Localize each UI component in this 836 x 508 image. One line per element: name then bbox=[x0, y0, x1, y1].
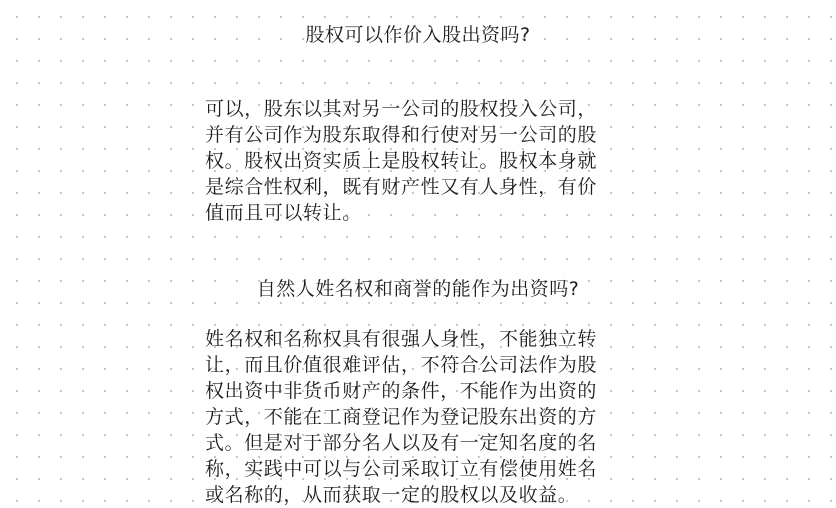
paragraph-line: 姓名权和名称权具有很强人身性，不能独立转 bbox=[205, 328, 598, 350]
question-heading-name-rights: 自然人姓名权和商誉的能作为出资吗? bbox=[256, 278, 580, 300]
paragraph-line: 或名称的，从而获取一定的股权以及收益。 bbox=[205, 484, 578, 506]
paragraph-line: 式。但是对于部分名人以及有一定知名度的名 bbox=[205, 432, 598, 454]
paragraph-line: 并有公司作为股东取得和行使对另一公司的股 bbox=[205, 124, 598, 146]
paragraph-line: 称，实践中可以与公司采取订立有偿使用姓名 bbox=[205, 458, 598, 480]
paragraph-line: 让，而且价值很难评估，不符合公司法作为股 bbox=[205, 354, 598, 376]
answer-paragraph-equity bbox=[205, 96, 625, 226]
answer-paragraph-name-rights bbox=[205, 326, 625, 508]
paragraph-line: 权出资中非货币财产的条件，不能作为出资的 bbox=[205, 380, 598, 402]
paragraph-line: 可以，股东以其对另一公司的股权投入公司， bbox=[205, 98, 598, 120]
paragraph-line: 权。股权出资实质上是股权转让。股权本身就 bbox=[205, 150, 598, 172]
paragraph-line: 值而且可以转让。 bbox=[205, 202, 362, 224]
paragraph-line: 方式，不能在工商登记作为登记股东出资的方 bbox=[205, 406, 598, 428]
paragraph-line: 是综合性权利，既有财产性又有人身性，有价 bbox=[205, 176, 598, 198]
question-heading-equity: 股权可以作价入股出资吗? bbox=[305, 24, 531, 46]
